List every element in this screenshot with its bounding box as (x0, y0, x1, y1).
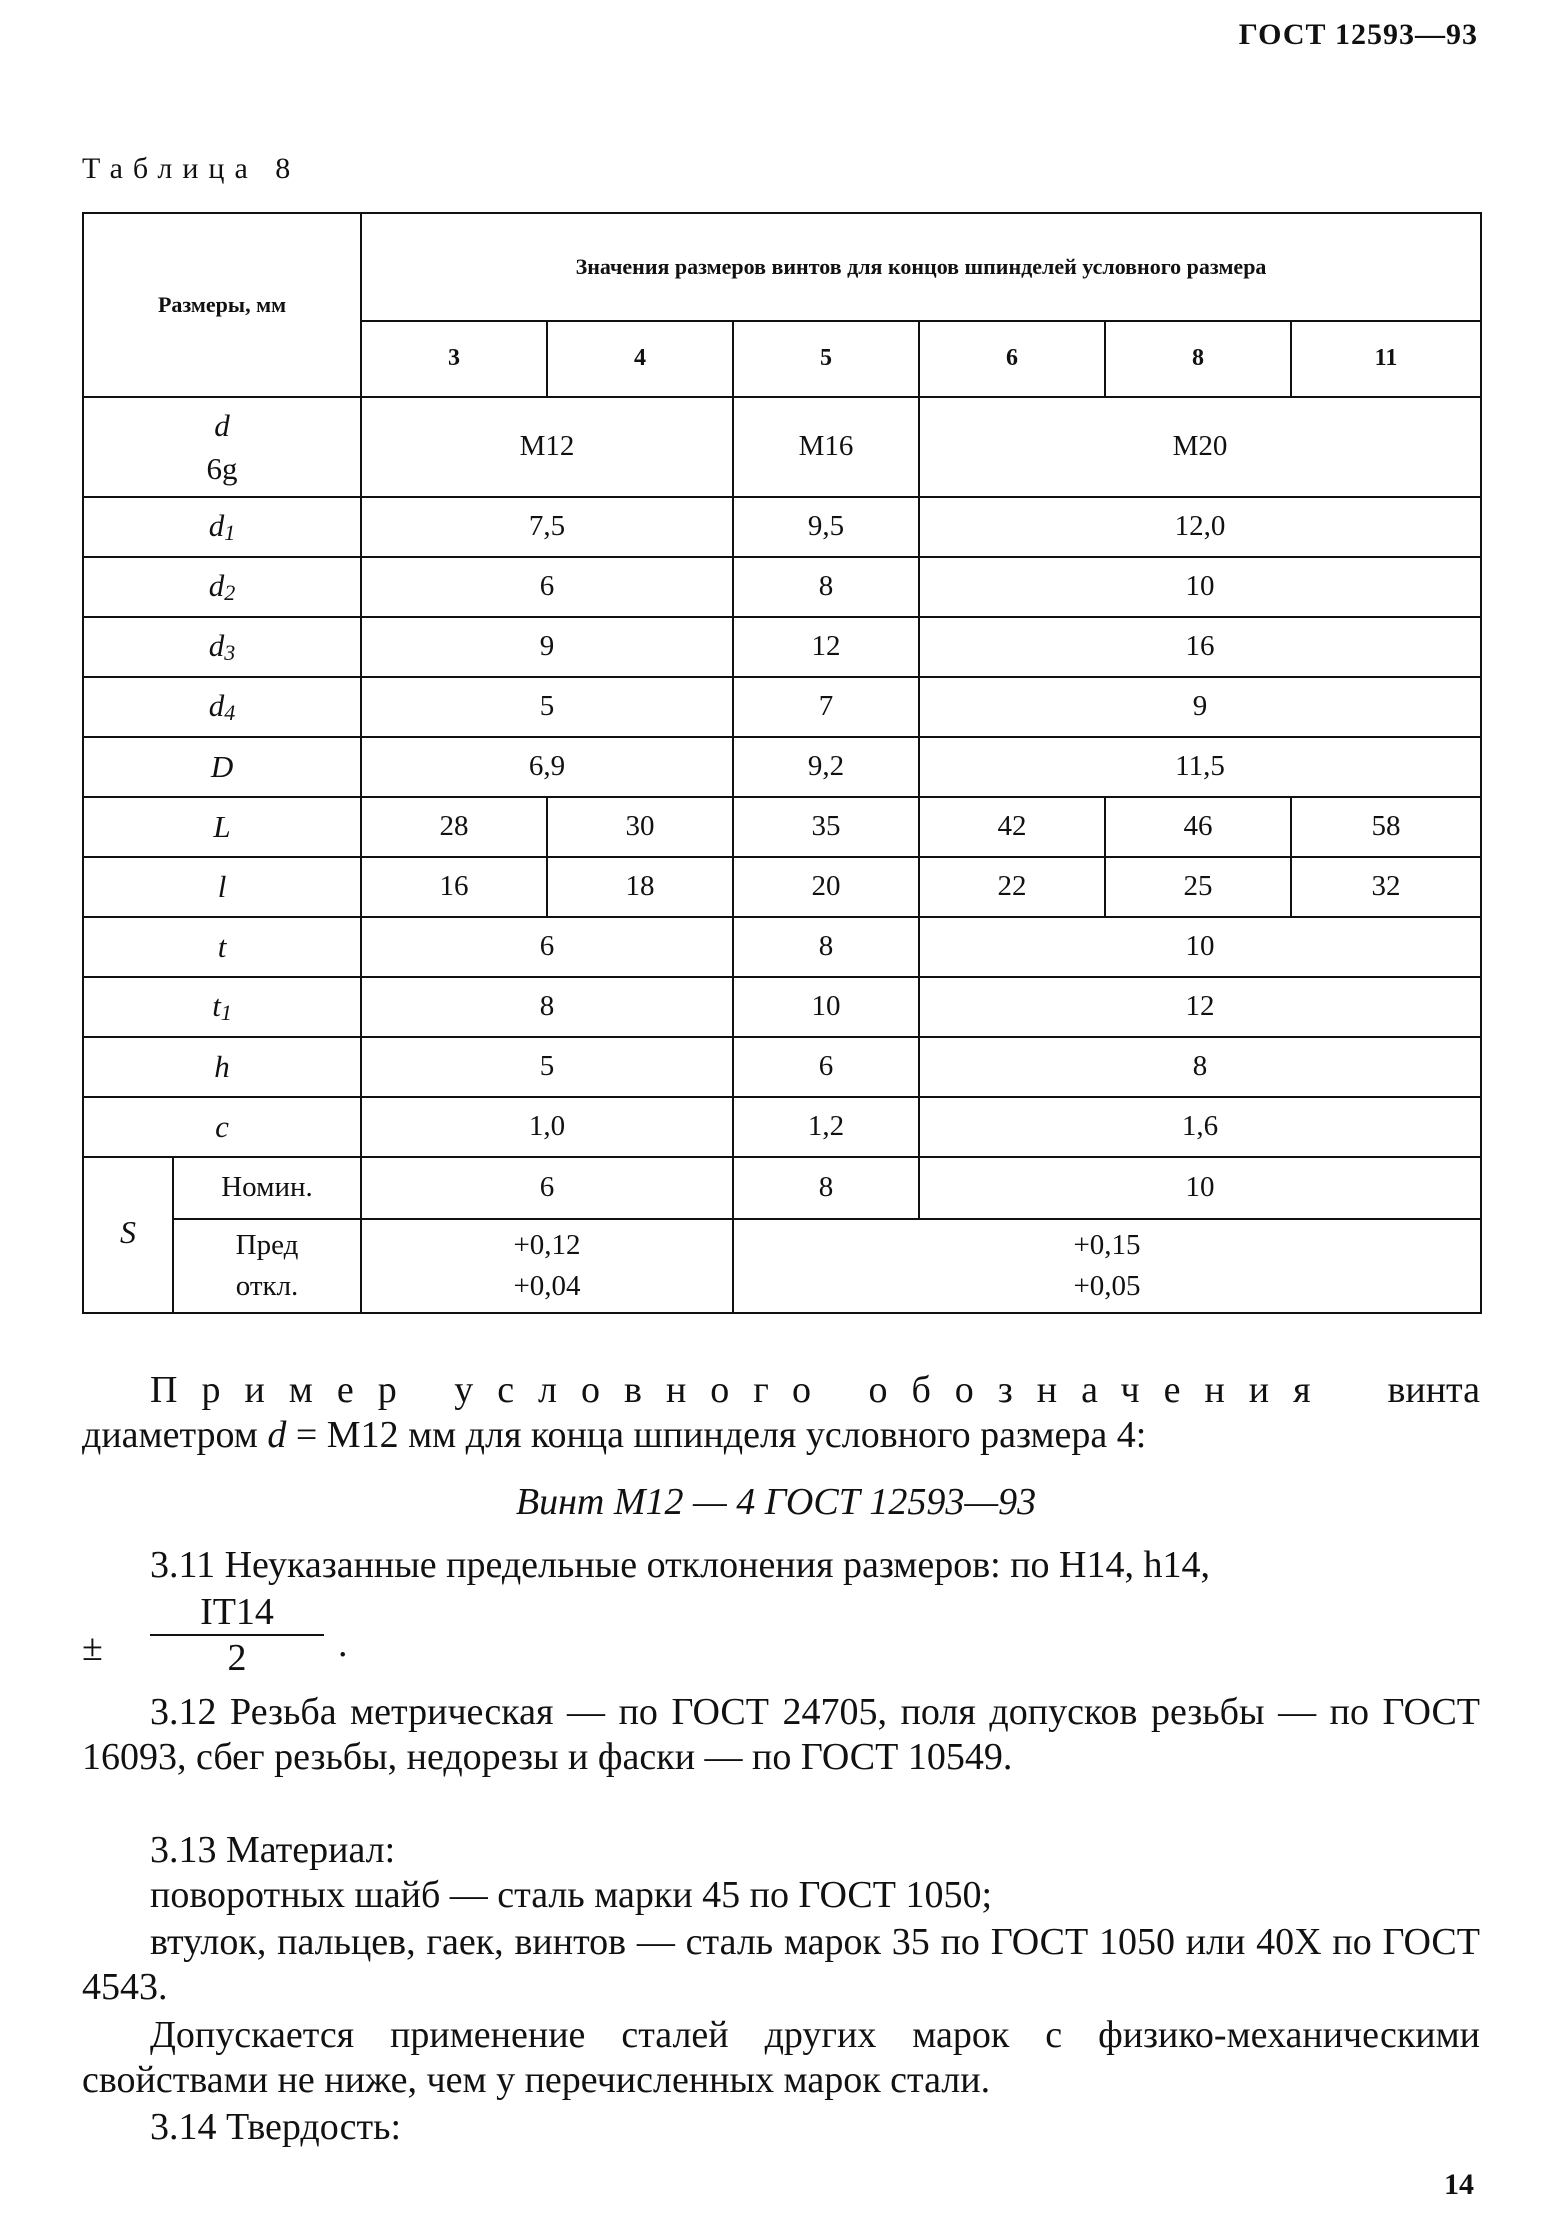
paragraph-washers-material: поворотных шайб — сталь марки 45 по ГОСТ 1050; (150, 1874, 993, 1916)
D-value-6-11: 11,5 (919, 737, 1481, 797)
fraction-denominator: 2 (227, 1637, 247, 1679)
d2-value-3-4: 6 (361, 557, 733, 617)
l-value-4: 18 (547, 857, 733, 917)
d1-value-6-11: 12,0 (919, 497, 1481, 557)
row-d4 (83, 677, 1481, 737)
L-value-11: 58 (1291, 797, 1481, 857)
c-value-5: 1,2 (733, 1097, 919, 1157)
label-d3: $d_3$ (83, 617, 361, 677)
header-dimensions: Размеры, мм (83, 213, 361, 397)
d3-value-3-4: 9 (361, 617, 733, 677)
row-S-deviation (83, 1219, 1481, 1313)
t-value-5: 8 (733, 917, 919, 977)
label-S: S (83, 1157, 173, 1313)
l-value-8: 25 (1105, 857, 1291, 917)
label-h: h (83, 1037, 361, 1097)
label-c: c (83, 1097, 361, 1157)
example-designation-code: Винт M12 — 4 ГОСТ 12593—93 (515, 1481, 1037, 1523)
t1-value-6-11: 12 (919, 977, 1481, 1037)
label-l: l (83, 857, 361, 917)
size-8: 8 (1105, 321, 1291, 397)
d1-value-3-4: 7,5 (361, 497, 733, 557)
fraction-numerator: IT14 (150, 1590, 324, 1636)
l-value-11: 32 (1291, 857, 1481, 917)
paragraph-bushings-material: втулок, пальцев, гаек, винтов — сталь марок 35 по ГОСТ 1050 или 40Х по ГОСТ 4543. (82, 1921, 1480, 2008)
label-L: L (83, 797, 361, 857)
size-5: 5 (733, 321, 919, 397)
row-d2 (83, 557, 1481, 617)
row-t1 (83, 977, 1481, 1037)
label-d (83, 397, 361, 497)
label-d-tolerance: 6g (206, 451, 238, 486)
L-value-6: 42 (919, 797, 1105, 857)
fraction (150, 1590, 324, 1680)
h-value-5: 6 (733, 1037, 919, 1097)
table-caption: Таблица 8 (82, 152, 301, 185)
d3-value-5: 12 (733, 617, 919, 677)
example-heading-rest: винта (1387, 1369, 1480, 1411)
designation-example: Пример условного обозначения винта диаметром d = M12 мм для конца шпинделя условного размера 4: (82, 1369, 1480, 1456)
c-value-6-11: 1,6 (919, 1097, 1481, 1157)
row-d (83, 397, 1481, 497)
size-6: 6 (919, 321, 1105, 397)
l-value-3: 16 (361, 857, 547, 917)
L-value-4: 30 (547, 797, 733, 857)
l-value-5: 20 (733, 857, 919, 917)
S-nominal-label: Номин. (173, 1157, 361, 1219)
label-t: t (83, 917, 361, 977)
S-nominal-5: 8 (733, 1157, 919, 1219)
S-deviation-5-11: +0,15 +0,05 (733, 1219, 1481, 1313)
d4-value-6-11: 9 (919, 677, 1481, 737)
page-number: 14 (1444, 2168, 1474, 2201)
D-value-5: 9,2 (733, 737, 919, 797)
S-deviation-3-4: +0,12 +0,04 (361, 1219, 733, 1313)
d1-value-5: 9,5 (733, 497, 919, 557)
h-value-3-4: 5 (361, 1037, 733, 1097)
L-value-5: 35 (733, 797, 919, 857)
S-deviation-label: Пред откл. (173, 1219, 361, 1313)
size-4: 4 (547, 321, 733, 397)
row-S-nominal (83, 1157, 1481, 1219)
t1-value-5: 10 (733, 977, 919, 1037)
d-value-3-4: M12 (361, 397, 733, 497)
row-h (83, 1037, 1481, 1097)
label-d2: $d_2$ (83, 557, 361, 617)
row-D (83, 737, 1481, 797)
fraction-period: . (338, 1623, 348, 1665)
t-value-3-4: 6 (361, 917, 733, 977)
L-value-8: 46 (1105, 797, 1291, 857)
paragraph-3-12: 3.12 Резьба метрическая — по ГОСТ 24705, поля допусков резьбы — по ГОСТ 16093, сбег резьбы, недорезы и фаски — по ГОСТ 10549. (82, 1691, 1480, 1778)
paragraph-3-14: 3.14 Твердость: (150, 2106, 402, 2148)
paragraph-other-steels: Допускается применение сталей других марок с физико-механическими свойствами не ниже, чем у перечисленных марок стали. (82, 2014, 1480, 2101)
dimensions-table (82, 212, 1482, 1314)
D-value-3-4: 6,9 (361, 737, 733, 797)
header-values-text: Значения размеров винтов для концов шпинделей условного размера (575, 254, 1267, 280)
l-value-6: 22 (919, 857, 1105, 917)
label-t1: $t_1$ (83, 977, 361, 1037)
d-value-5: M16 (733, 397, 919, 497)
example-heading: Пример условного обозначения (150, 1369, 1335, 1411)
row-d3 (83, 617, 1481, 677)
d4-value-5: 7 (733, 677, 919, 737)
size-11: 11 (1291, 321, 1481, 397)
L-value-3: 28 (361, 797, 547, 857)
row-l (83, 857, 1481, 917)
size-3: 3 (361, 321, 547, 397)
plus-minus-sign: ± (82, 1627, 103, 1669)
header-values (361, 213, 1481, 321)
d4-value-3-4: 5 (361, 677, 733, 737)
label-d1: $d_1$ (83, 497, 361, 557)
t-value-6-11: 10 (919, 917, 1481, 977)
h-value-6-11: 8 (919, 1037, 1481, 1097)
row-c (83, 1097, 1481, 1157)
d3-value-6-11: 16 (919, 617, 1481, 677)
row-t (83, 917, 1481, 977)
paragraph-3-13: 3.13 Материал: (150, 1829, 396, 1871)
d-value-6-11: M20 (919, 397, 1481, 497)
d2-value-6-11: 10 (919, 557, 1481, 617)
S-nominal-3-4: 6 (361, 1157, 733, 1219)
table-header-row (83, 213, 1481, 321)
S-nominal-6-11: 10 (919, 1157, 1481, 1219)
t1-value-3-4: 8 (361, 977, 733, 1037)
row-d1 (83, 497, 1481, 557)
standard-header: ГОСТ 12593—93 (1238, 18, 1478, 51)
c-value-3-4: 1,0 (361, 1097, 733, 1157)
d2-value-5: 8 (733, 557, 919, 617)
label-d-symbol: d (214, 407, 230, 443)
label-D: D (83, 737, 361, 797)
paragraph-3-11: 3.11 Неуказанные предельные отклонения размеров: по H14, h14, (150, 1544, 1210, 1586)
row-L (83, 797, 1481, 857)
label-d4: $d_4$ (83, 677, 361, 737)
